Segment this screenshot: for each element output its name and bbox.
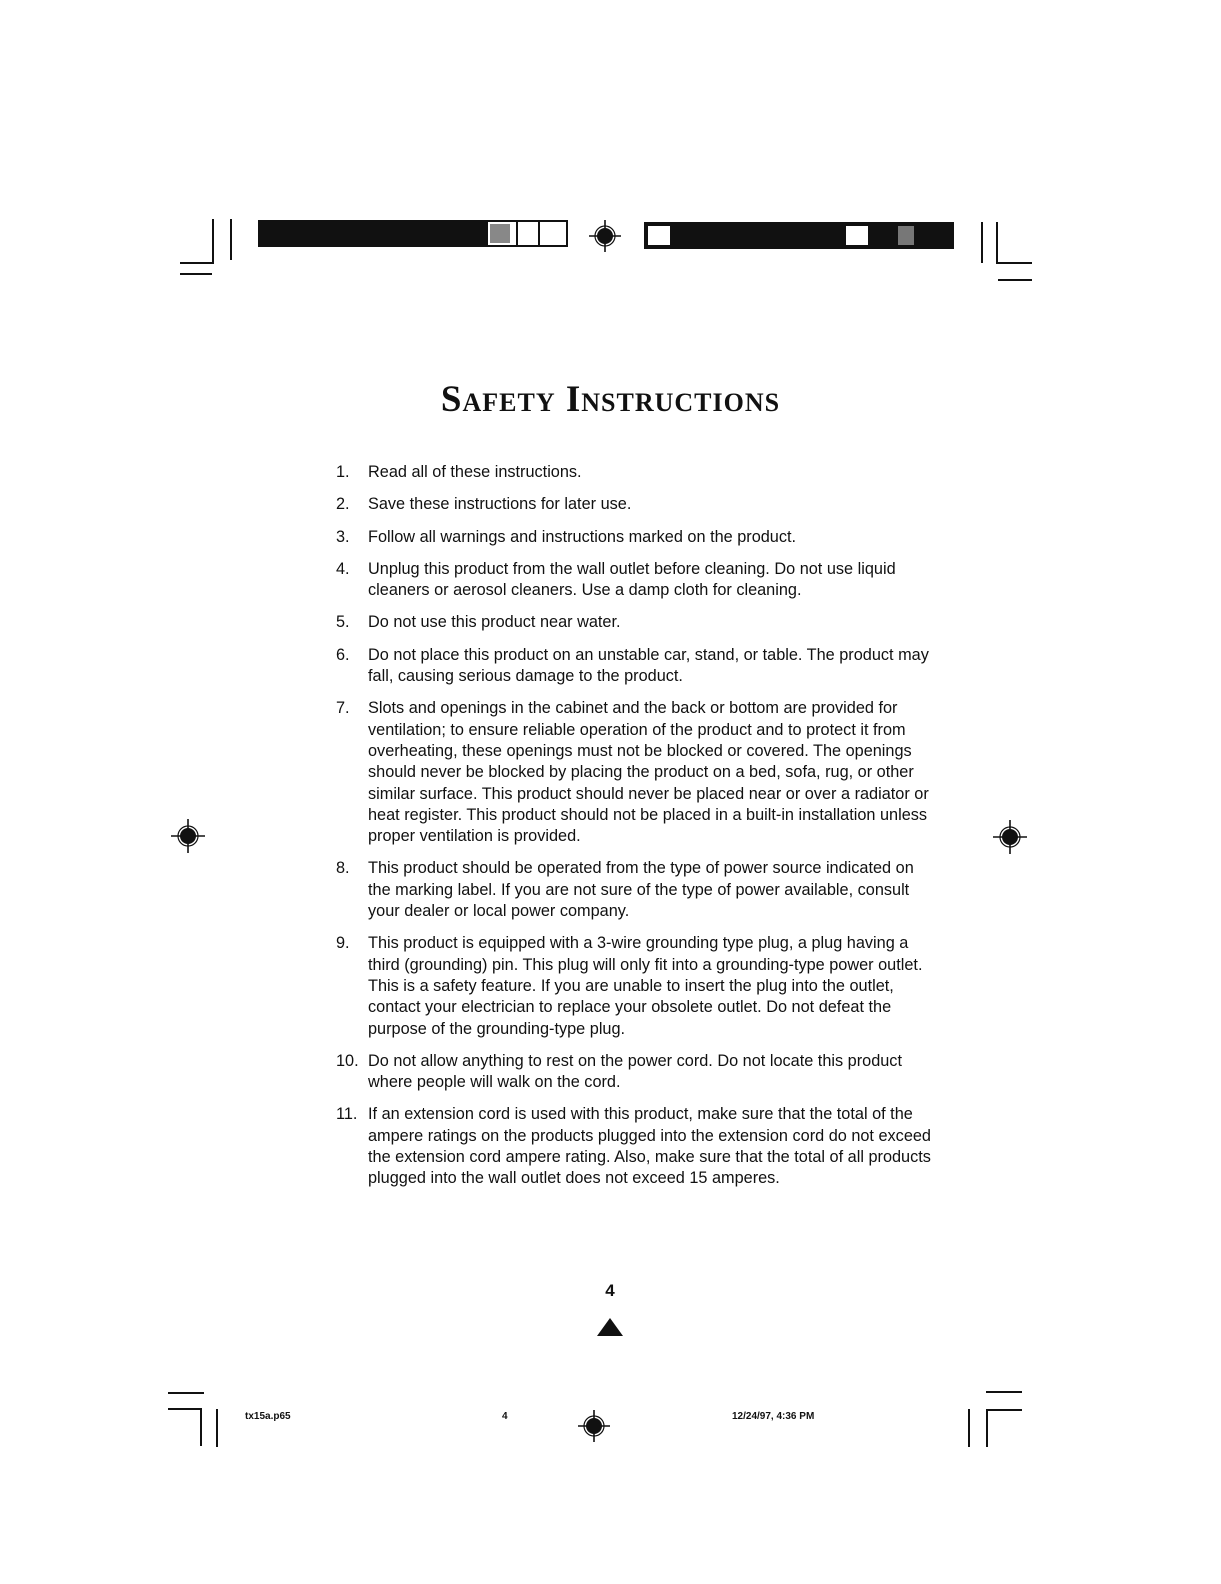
item-text: This product is equipped with a 3-wire grounding type plug, a plug having a third (grounding) pin. This plug will only fit into a grounding-type power outlet. This is a safety feature. If you are unable to insert the plug into the outlet, contact your electrician to replace your obsolete outlet. Do not defeat the purpose of the grounding-type plug.: [368, 934, 923, 1038]
registration-target-icon: [578, 1410, 610, 1447]
list-item: [336, 462, 936, 483]
list-item: [336, 1051, 936, 1094]
list-item: [336, 494, 936, 515]
footer-page: 4: [502, 1411, 508, 1422]
list-item: [336, 698, 936, 847]
item-text: Save these instructions for later use.: [368, 495, 632, 514]
item-number: 3.: [336, 527, 350, 546]
item-text: Do not place this product on an unstable car, stand, or table. The product may fall, causing serious damage to the product.: [368, 645, 929, 686]
item-text: This product should be operated from the type of power source indicated on the marking label. If you are not sure of the type of power available, consult your dealer or local power company.: [368, 859, 914, 921]
list-item: [336, 1104, 936, 1189]
item-number: 7.: [336, 699, 350, 718]
registration-target-icon: [993, 820, 1027, 859]
registration-target-icon: [589, 220, 621, 257]
list-item: [336, 645, 936, 688]
item-text: Do not allow anything to rest on the power cord. Do not locate this product where people will walk on the cord.: [368, 1051, 902, 1092]
item-text: Do not use this product near water.: [368, 613, 621, 632]
list-item: [336, 933, 936, 1039]
item-number: 6.: [336, 645, 350, 664]
triangle-up-icon: [597, 1318, 623, 1341]
item-number: 11.: [336, 1105, 358, 1124]
item-number: 8.: [336, 859, 350, 878]
page-number: 4: [605, 1281, 615, 1300]
item-number: 9.: [336, 934, 350, 953]
item-text: Slots and openings in the cabinet and the back or bottom are provided for ventilation; to ensure reliable operation of the product and to protect it from overheating, these openings must not be blocked or covered. The openings should never be blocked by placing the product on a bed, sofa, rug, or other similar surface. This product should never be placed near or over a radiator or heat register. This product should not be placed in a built-in installation unless proper ventilation is provided.: [368, 699, 929, 846]
item-text: Read all of these instructions.: [368, 463, 582, 481]
item-text: Unplug this product from the wall outlet before cleaning. Do not use liquid cleaners or aerosol cleaners. Use a damp cloth for cleaning.: [368, 559, 896, 600]
list-item: [336, 527, 936, 548]
footer-timestamp: 12/24/97, 4:36 PM: [732, 1411, 815, 1422]
item-number: 2.: [336, 495, 350, 514]
page-title: Safety Instructions: [440, 379, 781, 420]
registration-target-icon: [171, 819, 205, 858]
item-number: 5.: [336, 613, 350, 632]
item-text: Follow all warnings and instructions marked on the product.: [368, 527, 797, 546]
list-item: [336, 612, 936, 633]
list-item: [336, 559, 936, 602]
footer-filename: tx15a.p65: [245, 1411, 291, 1422]
item-number: 1.: [336, 463, 350, 481]
item-text: If an extension cord is used with this product, make sure that the total of the ampere ratings on the products plugged into the extension cord do not exceed the extension cord ampere rating. Also, make sure that the total of all products plugged into the wall outlet does not exceed 15 amperes.: [368, 1105, 931, 1188]
safety-instructions-list: [336, 462, 936, 1201]
item-number: 10.: [336, 1051, 359, 1070]
item-number: 4.: [336, 559, 350, 578]
list-item: [336, 858, 936, 922]
